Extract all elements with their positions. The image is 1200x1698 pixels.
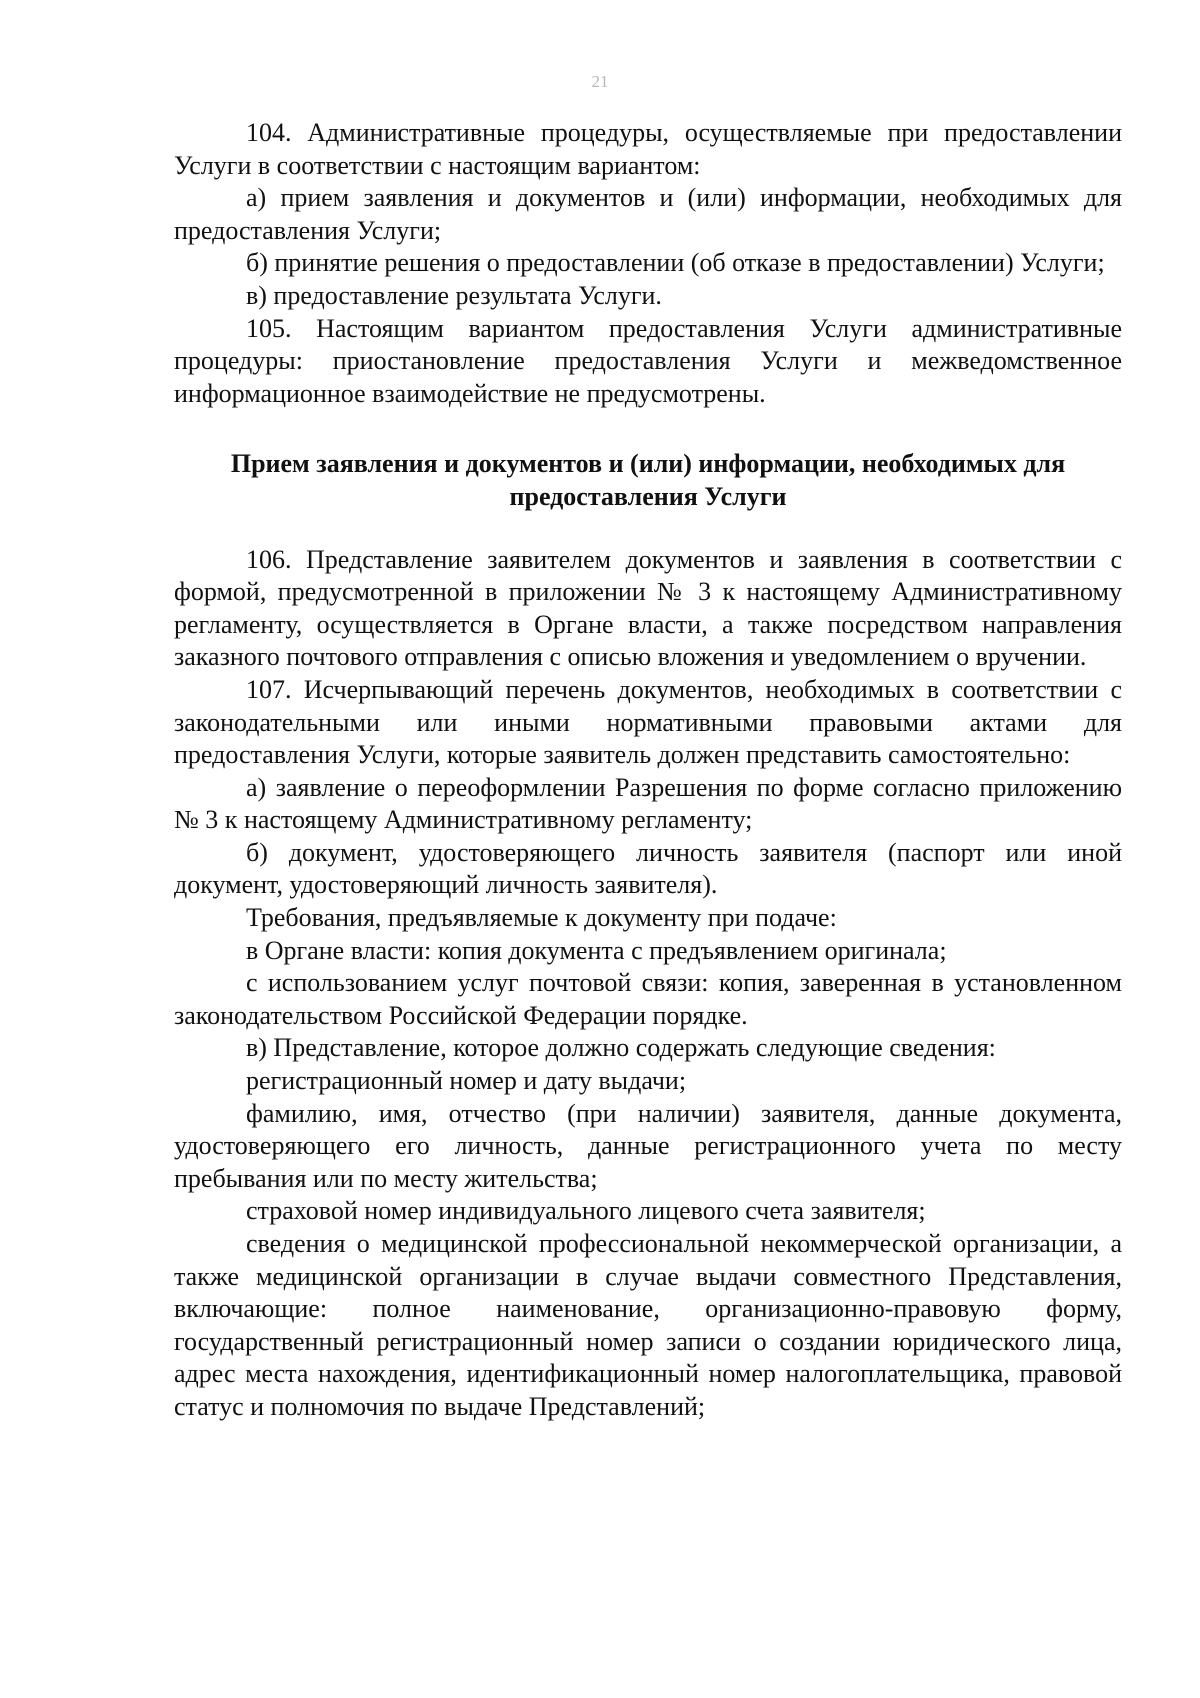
paragraph-106: 106. Представление заявителем документов и заявления в соответствии с формой, предусмотренной в приложении № 3 к настоящему Административному регламенту, осуществляется в Органе власти, а также посредством направления заказного почтового отправления с описью вложения и уведомлением о вручении. [174,544,1122,672]
paragraph-104-v: в) предоставление результата Услуги. [246,280,662,310]
paragraph-107-a: а) заявление о переоформлении Разрешения по форме согласно приложению № 3 к настоящему Административному регламенту; [174,772,1122,835]
paragraph-reg-number: регистрационный номер и дату выдачи; [246,1066,687,1096]
page-number: 21 [591,72,609,91]
paragraph-authority-copy: в Органе власти: копия документа с предъявлением оригинала; [246,935,947,965]
paragraph-applicant-data: фамилию, имя, отчество (при наличии) заявителя, данные документа, удостоверяющего его личность, данные регистрационного учета по месту пребывания или по месту жительства; [174,1098,1122,1193]
paragraph-107: 107. Исчерпывающий перечень документов, необходимых в соответствии с законодательными или иными нормативными правовыми актами для предоставления Услуги, которые заявитель должен представить самостоятельно: [174,674,1122,770]
paragraph-postal-copy: с использованием услуг почтовой связи: копия, заверенная в установленном законодательством Российской Федерации порядке. [174,968,1122,1030]
paragraph-107-v: в) Представление, которое должно содержать следующие сведения: [246,1033,996,1063]
section-heading: Прием заявления и документов и (или) информации, необходимых для предоставления Услуги [230,449,1066,511]
paragraph-organization-info: сведения о медицинской профессиональной некоммерческой организации, а также медицинской организации в случае выдачи совместного Представления, включающие: полное наименование, организационно-правовую форму, государственный регистрационный номер записи о создании юридического лица, адрес места нахождения, идентификационный номер налогоплательщика, правовой статус и полномочия по выдаче Представлений; [174,1229,1122,1421]
paragraph-snils: страховой номер индивидуального лицевого счета заявителя; [246,1196,926,1226]
paragraph-105: 105. Настоящим вариантом предоставления Услуги административные процедуры: приостановление предоставления Услуги и межведомственное информационное взаимодействие не предусмотрены. [174,313,1122,408]
paragraph-requirements: Требования, предъявляемые к документу при подаче: [246,903,837,933]
paragraph-107-b: б) документ, удостоверяющего личность заявителя (паспорт или иной документ, удостоверяющий личность заявителя). [174,837,1122,900]
document-body [174,117,1122,1424]
paragraph-104-a: а) прием заявления и документов и (или) информации, необходимых для предоставления Услуги; [174,183,1122,245]
paragraph-104: 104. Административные процедуры, осуществляемые при предоставлении Услуги в соответствии с настоящим вариантом: [174,118,1122,180]
paragraph-104-b: б) принятие решения о предоставлении (об отказе в предоставлении) Услуги; [246,248,1105,278]
